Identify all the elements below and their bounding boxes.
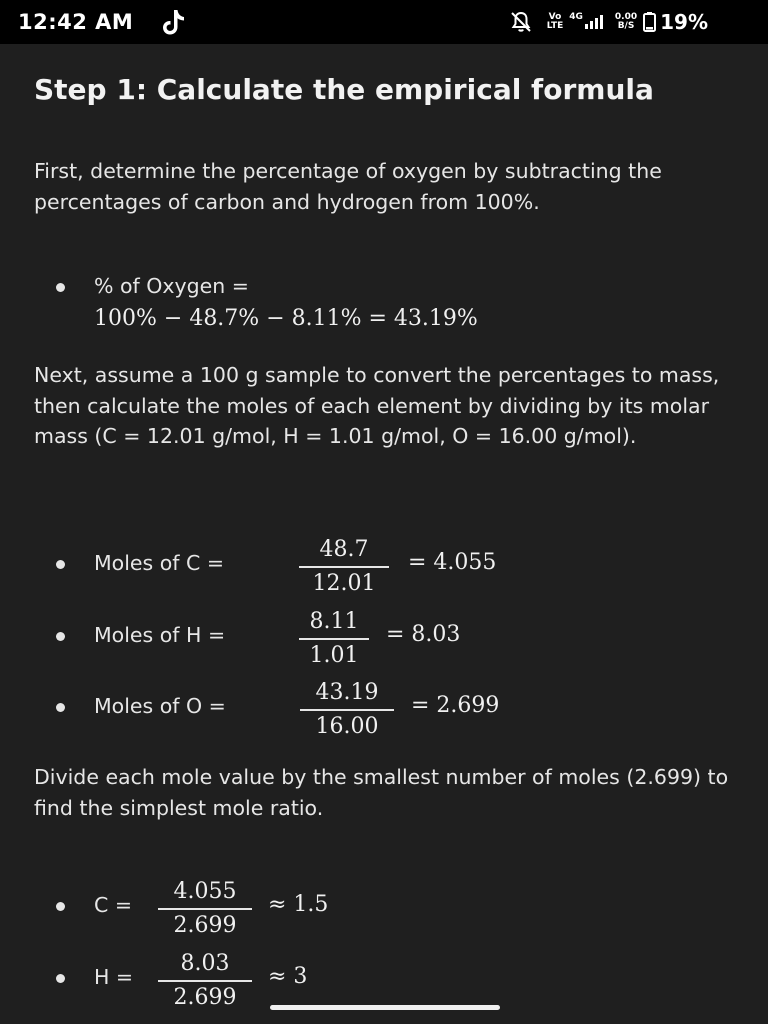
fraction-denominator: 2.699 — [173, 913, 237, 938]
network-type: 4G — [569, 12, 583, 22]
moles-h-fraction — [299, 609, 369, 669]
tiktok-icon — [160, 8, 186, 36]
signal-icon — [585, 15, 603, 29]
oxygen-label: % of Oxygen = — [94, 274, 249, 298]
fraction-numerator: 8.11 — [299, 609, 369, 640]
moles-h-result: = 8.03 — [386, 622, 461, 647]
status-icons — [509, 8, 708, 36]
battery-percent: 19% — [660, 10, 708, 34]
moles-c-result: = 4.055 — [408, 550, 497, 575]
fraction-denominator: 2.699 — [173, 985, 237, 1010]
ratio-paragraph: Divide each mole value by the smallest number of moles (2.699) to find the simplest mole ratio. — [34, 765, 729, 820]
fraction-denominator: 1.01 — [309, 643, 359, 668]
fraction-numerator: 48.7 — [299, 537, 389, 568]
fraction-denominator: 12.01 — [312, 571, 376, 596]
status-bar — [0, 0, 768, 44]
moles-c-label: Moles of C = — [94, 551, 225, 575]
moles-o-result: = 2.699 — [411, 693, 500, 718]
moles-c-fraction — [299, 537, 389, 597]
ratio-c-label: C = — [94, 893, 133, 917]
ratio-c-fraction — [158, 879, 252, 939]
ratio-h-fraction — [158, 951, 252, 1011]
ratio-c-result: ≈ 1.5 — [268, 892, 329, 917]
intro-paragraph: First, determine the percentage of oxygen by subtracting the percentages of carbon and hydrogen from 100%. — [34, 159, 662, 214]
fraction-numerator: 4.055 — [158, 879, 252, 910]
bullet-dot — [56, 560, 65, 569]
bullet-dot — [56, 632, 65, 641]
volte-indicator: Vo LTE — [546, 12, 564, 31]
fraction-denominator: 16.00 — [315, 714, 379, 739]
status-time: 12:42 AM — [18, 10, 134, 34]
oxygen-equation: 100% − 48.7% − 8.11% = 43.19% — [94, 306, 478, 331]
step-heading: Step 1: Calculate the empirical formula — [34, 73, 654, 106]
bullet-dot — [56, 974, 65, 983]
bullet-dot — [56, 703, 65, 712]
fraction-numerator: 43.19 — [300, 680, 394, 711]
home-indicator[interactable] — [270, 1005, 500, 1010]
battery-icon — [643, 12, 656, 32]
ratio-h-result: ≈ 3 — [268, 964, 308, 989]
fraction-numerator: 8.03 — [158, 951, 252, 982]
moles-o-label: Moles of O = — [94, 694, 226, 718]
ratio-h-label: H = — [94, 965, 134, 989]
network-speed: 0.00 B/S — [614, 12, 638, 31]
notifications-off-icon — [509, 10, 533, 34]
moles-o-fraction — [300, 680, 394, 740]
bullet-dot — [56, 902, 65, 911]
moles-h-label: Moles of H = — [94, 623, 226, 647]
bullet-dot — [56, 283, 65, 292]
moles-paragraph: Next, assume a 100 g sample to convert the percentages to mass, then calculate the moles of each element by dividing by its molar mass (C = 12.01 g/mol, H = 1.01 g/mol, O = 16.00 g/mol). — [34, 363, 720, 448]
